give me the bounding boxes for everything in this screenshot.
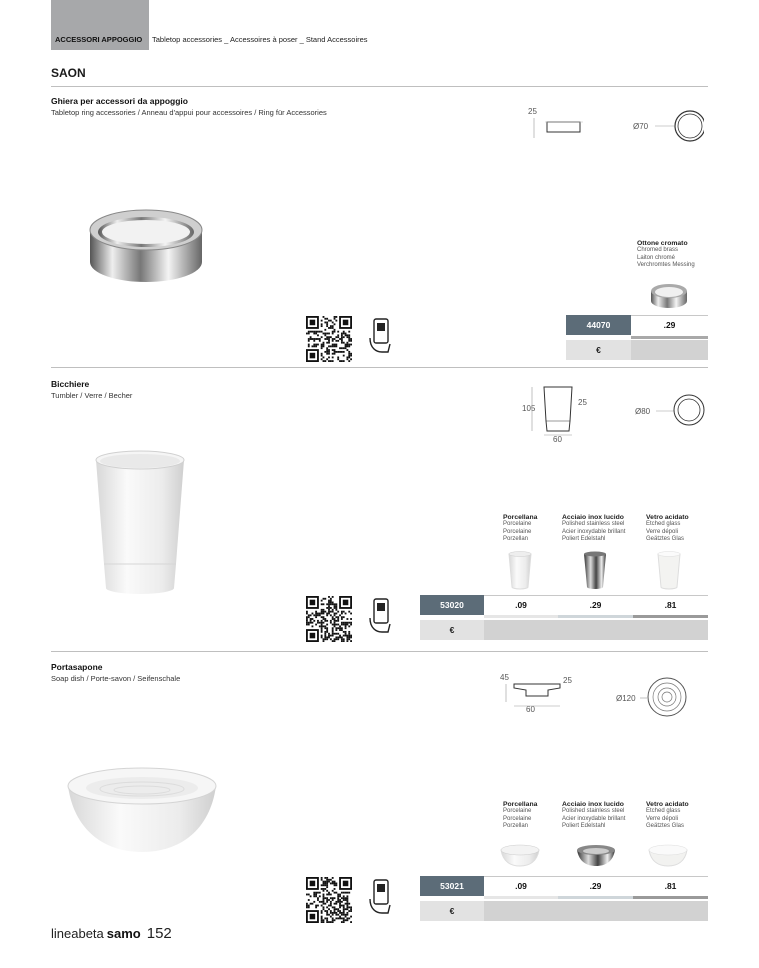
finish-color-bar — [558, 615, 633, 618]
brand-lineabeta: lineabeta — [51, 926, 104, 941]
ring-side-drawing — [525, 104, 595, 144]
dim-width-label: 60 — [526, 705, 535, 714]
product-code: 44070 — [566, 315, 631, 335]
finish-color-bar — [631, 336, 708, 339]
finish-stainless-steel: Acciaio inox lucido Polished stainless steel Acier inoxydable brillant Poliert Edelstahl — [562, 801, 626, 830]
finish-color-bar — [484, 615, 558, 618]
qr-pattern — [306, 316, 352, 362]
tumbler-steel-thumbnail — [582, 551, 608, 591]
divider — [51, 651, 708, 652]
footer — [51, 925, 172, 942]
ring-top-drawing — [632, 108, 704, 144]
soap-dish-steel-thumbnail — [575, 842, 617, 868]
price-value: .81 — [633, 595, 708, 615]
tumbler-photo — [90, 448, 190, 596]
currency-label: € — [566, 340, 631, 360]
price-band — [484, 620, 708, 640]
ring-photo — [86, 200, 206, 290]
brand-samo: samo — [106, 926, 141, 941]
series-title: SAON — [51, 66, 86, 80]
product-code: 53021 — [420, 876, 484, 896]
product-subtitle: Tabletop ring accessories / Anneau d'appui pour accessoires / Ring für Accessories — [51, 108, 327, 117]
finish-etched-glass: Vetro acidato Etched glass Verre dépoli Geätztes Glas — [646, 514, 689, 543]
qr-code-icon[interactable] — [306, 316, 352, 362]
product-title: Portasapone — [51, 662, 103, 672]
currency-label: € — [420, 901, 484, 921]
dim-width-label: 60 — [553, 435, 562, 443]
dim-diameter-label: Ø70 — [633, 122, 649, 131]
dim-height-label: 105 — [522, 404, 536, 413]
phone-scan-icon — [368, 318, 394, 354]
tumbler-porcelain-thumbnail — [507, 551, 533, 591]
qr-code-icon[interactable] — [306, 596, 352, 642]
soap-dish-side-drawing — [498, 672, 578, 716]
price-value: .09 — [484, 595, 558, 615]
section-tab — [51, 0, 149, 50]
tumbler-side-drawing — [522, 383, 602, 443]
finish-color-bar — [484, 896, 558, 899]
price-band — [631, 340, 708, 360]
soap-dish-top-drawing — [615, 676, 695, 720]
qr-code-icon[interactable] — [306, 877, 352, 923]
phone-scan-icon — [368, 598, 394, 634]
price-value: .29 — [631, 315, 708, 335]
finish-stainless-steel: Acciaio inox lucido Polished stainless steel Acier inoxydable brillant Poliert Edelstahl — [562, 514, 626, 543]
divider — [51, 367, 708, 368]
dim-height-label: 25 — [563, 676, 572, 685]
section-subtitle: Tabletop accessories _ Accessoires à poser _ Stand Accessoires — [152, 35, 368, 44]
finish-porcelain: Porcellana Porcelaine Porcelaine Porzellan — [503, 801, 538, 830]
price-value: .09 — [484, 876, 558, 896]
price-value: .29 — [558, 876, 633, 896]
tumbler-glass-thumbnail — [656, 551, 682, 591]
finish-color-bar — [633, 896, 708, 899]
product-code: 53020 — [420, 595, 484, 615]
product-title: Ghiera per accessori da appoggio — [51, 96, 188, 106]
finish-etched-glass: Vetro acidato Etched glass Verre dépoli Geätztes Glas — [646, 801, 689, 830]
divider — [51, 86, 708, 87]
phone-scan-icon — [368, 879, 394, 915]
dim-top-label: 25 — [578, 398, 587, 407]
dim-height-label: 25 — [528, 107, 537, 116]
price-band — [484, 901, 708, 921]
finish-color-bar — [558, 896, 633, 899]
currency-label: € — [420, 620, 484, 640]
finish-chromed-brass: Ottone cromato Chromed brass Laiton chromé Verchromtes Messing — [637, 240, 695, 269]
dim-depth-label: 45 — [500, 673, 509, 682]
price-value: .81 — [633, 876, 708, 896]
price-value: .29 — [558, 595, 633, 615]
page-number: 152 — [146, 925, 172, 942]
finish-porcelain: Porcellana Porcelaine Porcelaine Porzellan — [503, 514, 538, 543]
tumbler-top-drawing — [634, 394, 706, 428]
product-subtitle: Soap dish / Porte-savon / Seifenschale — [51, 674, 181, 683]
soap-dish-glass-thumbnail — [647, 842, 689, 868]
finish-color-bar — [633, 615, 708, 618]
qr-pattern — [306, 877, 352, 923]
dim-diameter-label: Ø120 — [616, 694, 636, 703]
qr-pattern — [306, 596, 352, 642]
soap-dish-photo — [64, 760, 220, 860]
finish-name: Ottone cromato — [637, 240, 688, 247]
soap-dish-porcelain-thumbnail — [499, 842, 541, 868]
section-tab-label: ACCESSORI APPOGGIO — [55, 35, 143, 44]
dim-diameter-label: Ø80 — [635, 407, 651, 416]
ring-thumbnail — [649, 281, 689, 311]
product-subtitle: Tumbler / Verre / Becher — [51, 391, 133, 400]
product-title: Bicchiere — [51, 379, 90, 389]
